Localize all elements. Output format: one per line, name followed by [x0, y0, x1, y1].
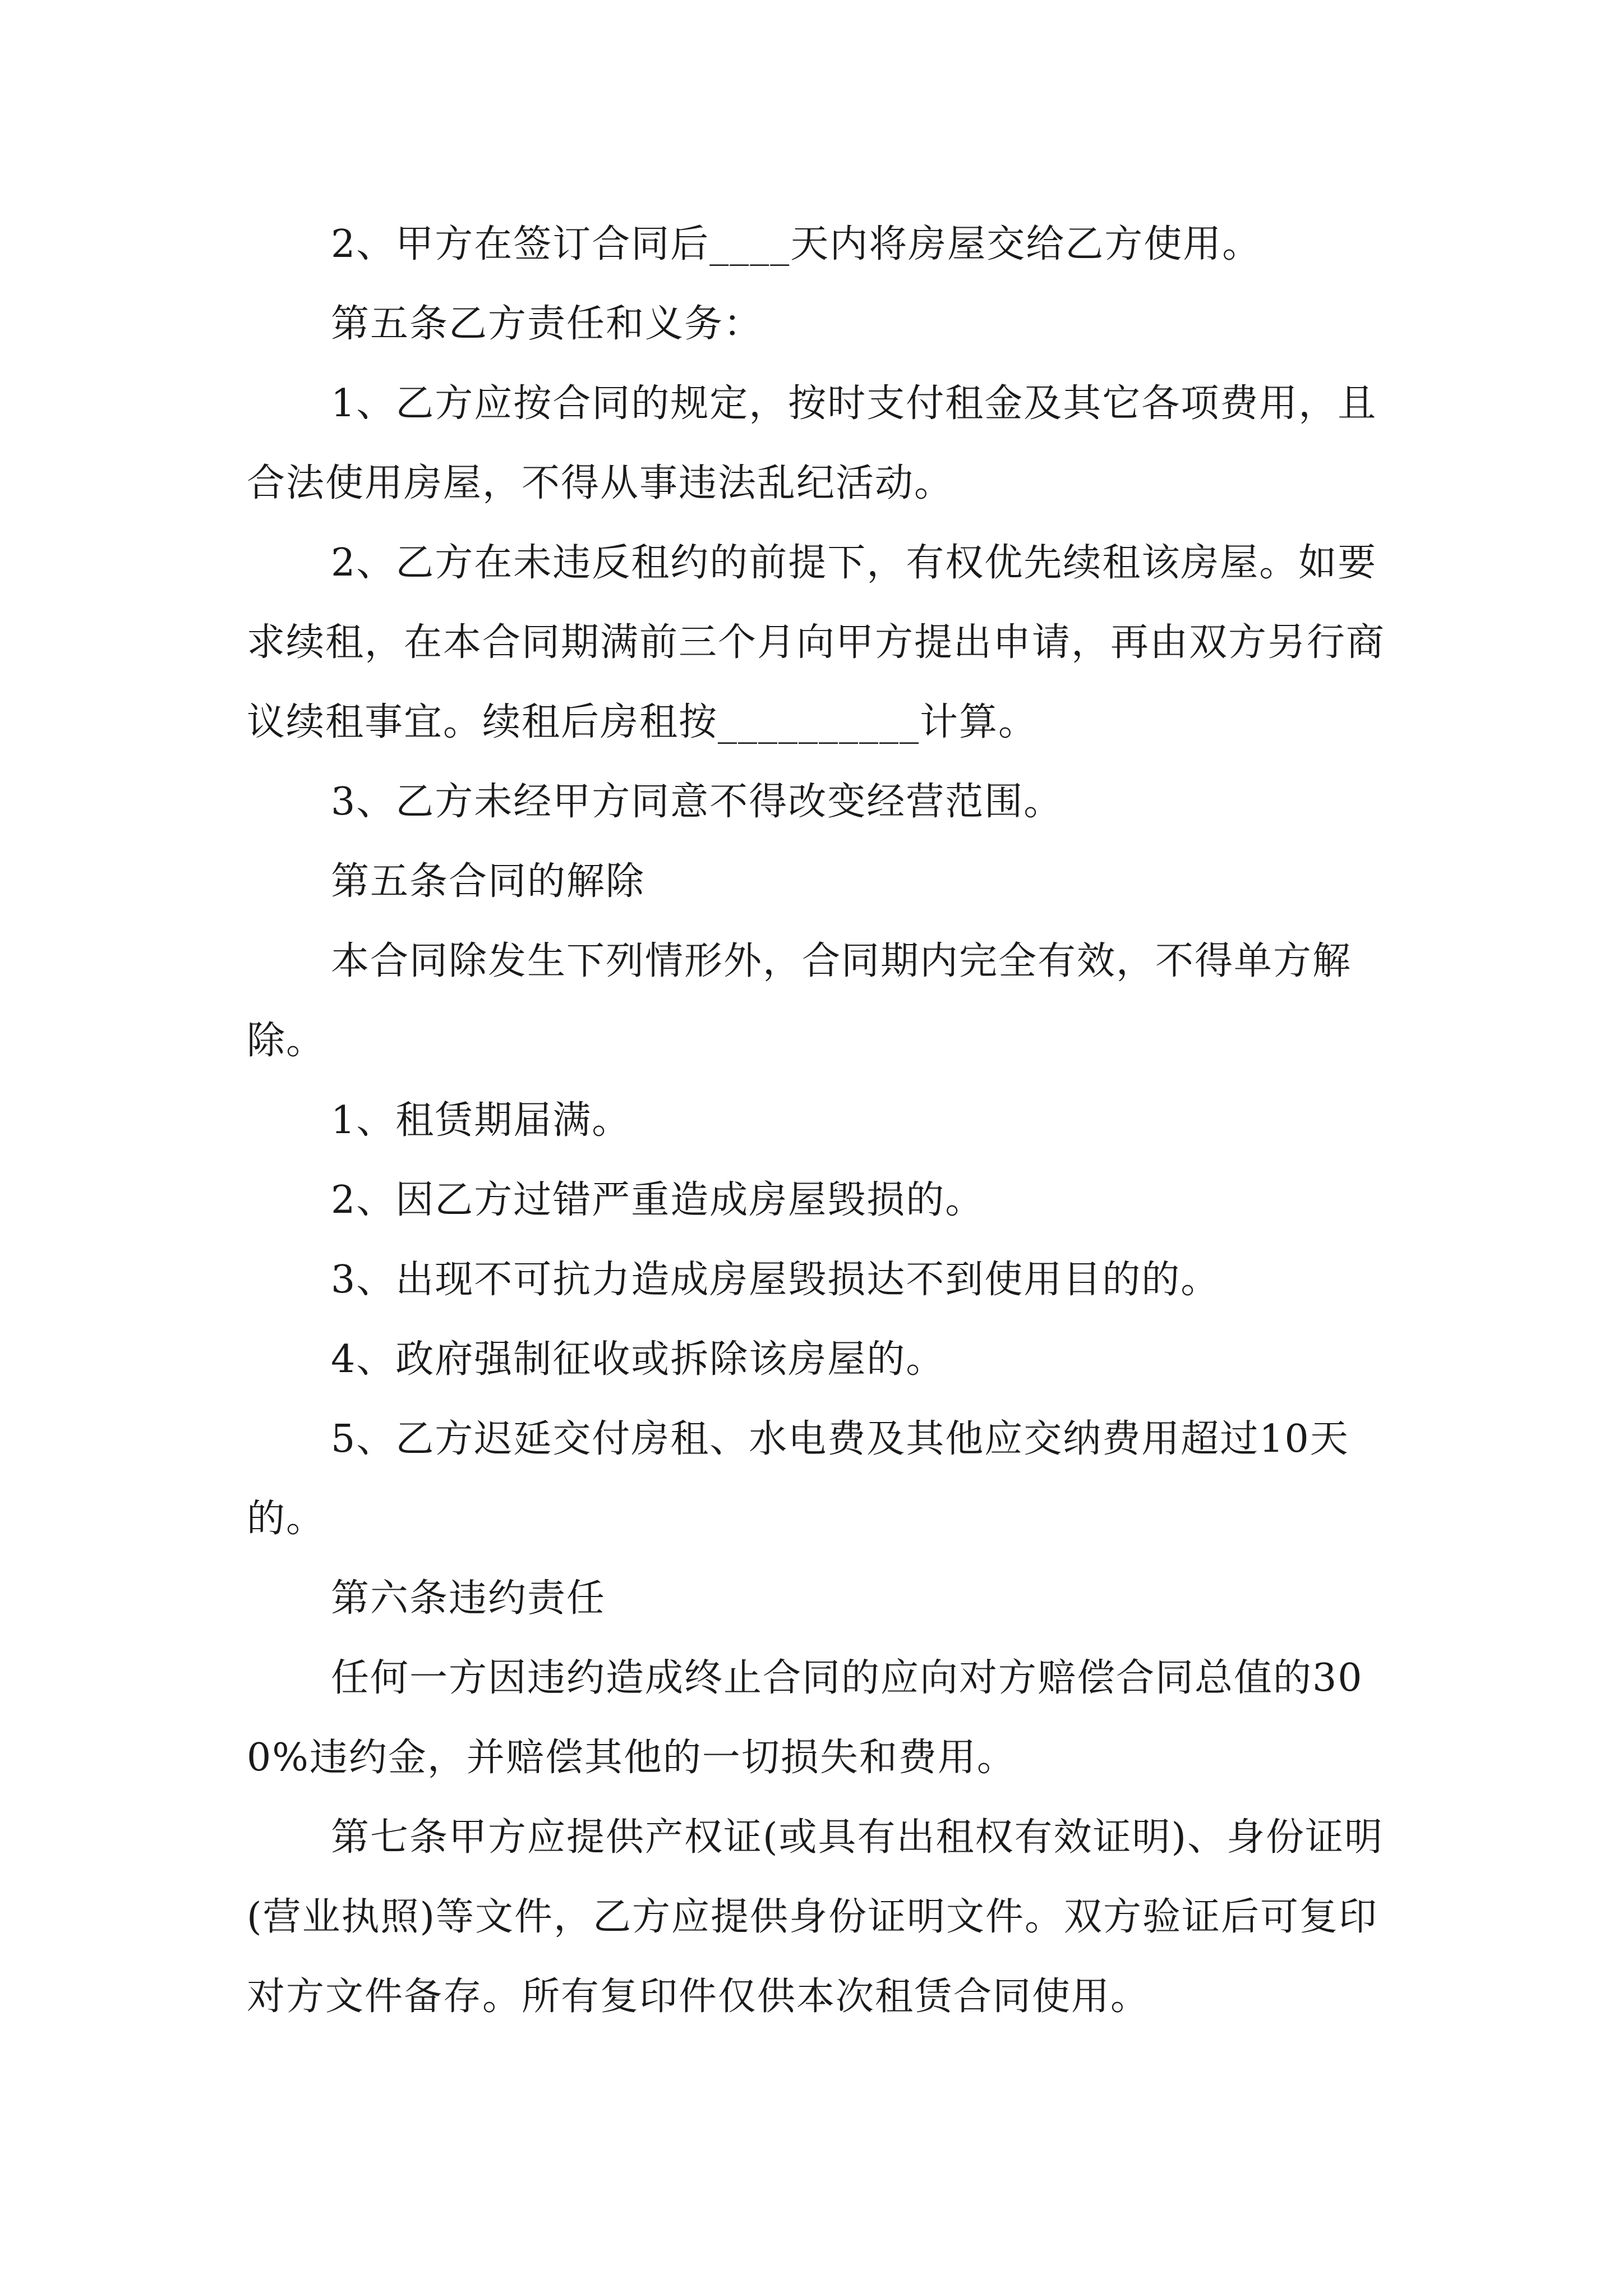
- paragraph-termination-2: 2、因乙方过错严重造成房屋毁损的。: [331, 1178, 985, 1222]
- paragraph-clause-5-3: 3、乙方未经甲方同意不得改变经营范围。: [331, 780, 1063, 824]
- heading-article-5-lessee-duties: 第五条乙方责任和义务：: [331, 302, 763, 346]
- document-body: [247, 205, 1391, 2037]
- heading-article-5-termination: 第五条合同的解除: [331, 859, 645, 904]
- paragraph-termination-3: 3、出现不可抗力造成房屋毁损达不到使用目的的。: [331, 1258, 1220, 1302]
- paragraph-clause-5-1: 1、乙方应按合同的规定，按时支付租金及其它各项费用，且合法使用房屋，不得从事违法乱纪活动。: [247, 381, 1377, 505]
- paragraph-termination-intro: 本合同除发生下列情形外，合同期内完全有效，不得单方解除。: [247, 939, 1352, 1063]
- paragraph-termination-4: 4、政府强制征收或拆除该房屋的。: [331, 1337, 946, 1382]
- paragraph-termination-5: 5、乙方迟延交付房租、水电费及其他应交纳费用超过10天的。: [247, 1417, 1349, 1541]
- paragraph-clause-4-2: 2、甲方在签订合同后____天内将房屋交给乙方使用。: [331, 222, 1262, 266]
- paragraph-clause-5-2: 2、乙方在未违反租约的前提下，有权优先续租该房屋。如要求续租，在本合同期满前三个月向甲方提出申请，再由双方另行商议续租事宜。续租后房租按__________计算。: [247, 541, 1386, 744]
- paragraph-article-7-documents: 第七条甲方应提供产权证(或具有出租权有效证明)、身份证明(营业执照)等文件，乙方应提供身份证明文件。双方验证后可复印对方文件备存。所有复印件仅供本次租赁合同使用。: [247, 1815, 1384, 2019]
- heading-article-6-liability: 第六条违约责任: [331, 1576, 606, 1621]
- paragraph-termination-1: 1、租赁期届满。: [331, 1098, 631, 1143]
- paragraph-liability: 任何一方因违约造成终止合同的应向对方赔偿合同总值的300%违约金，并赔偿其他的一切损失和费用。: [247, 1656, 1363, 1780]
